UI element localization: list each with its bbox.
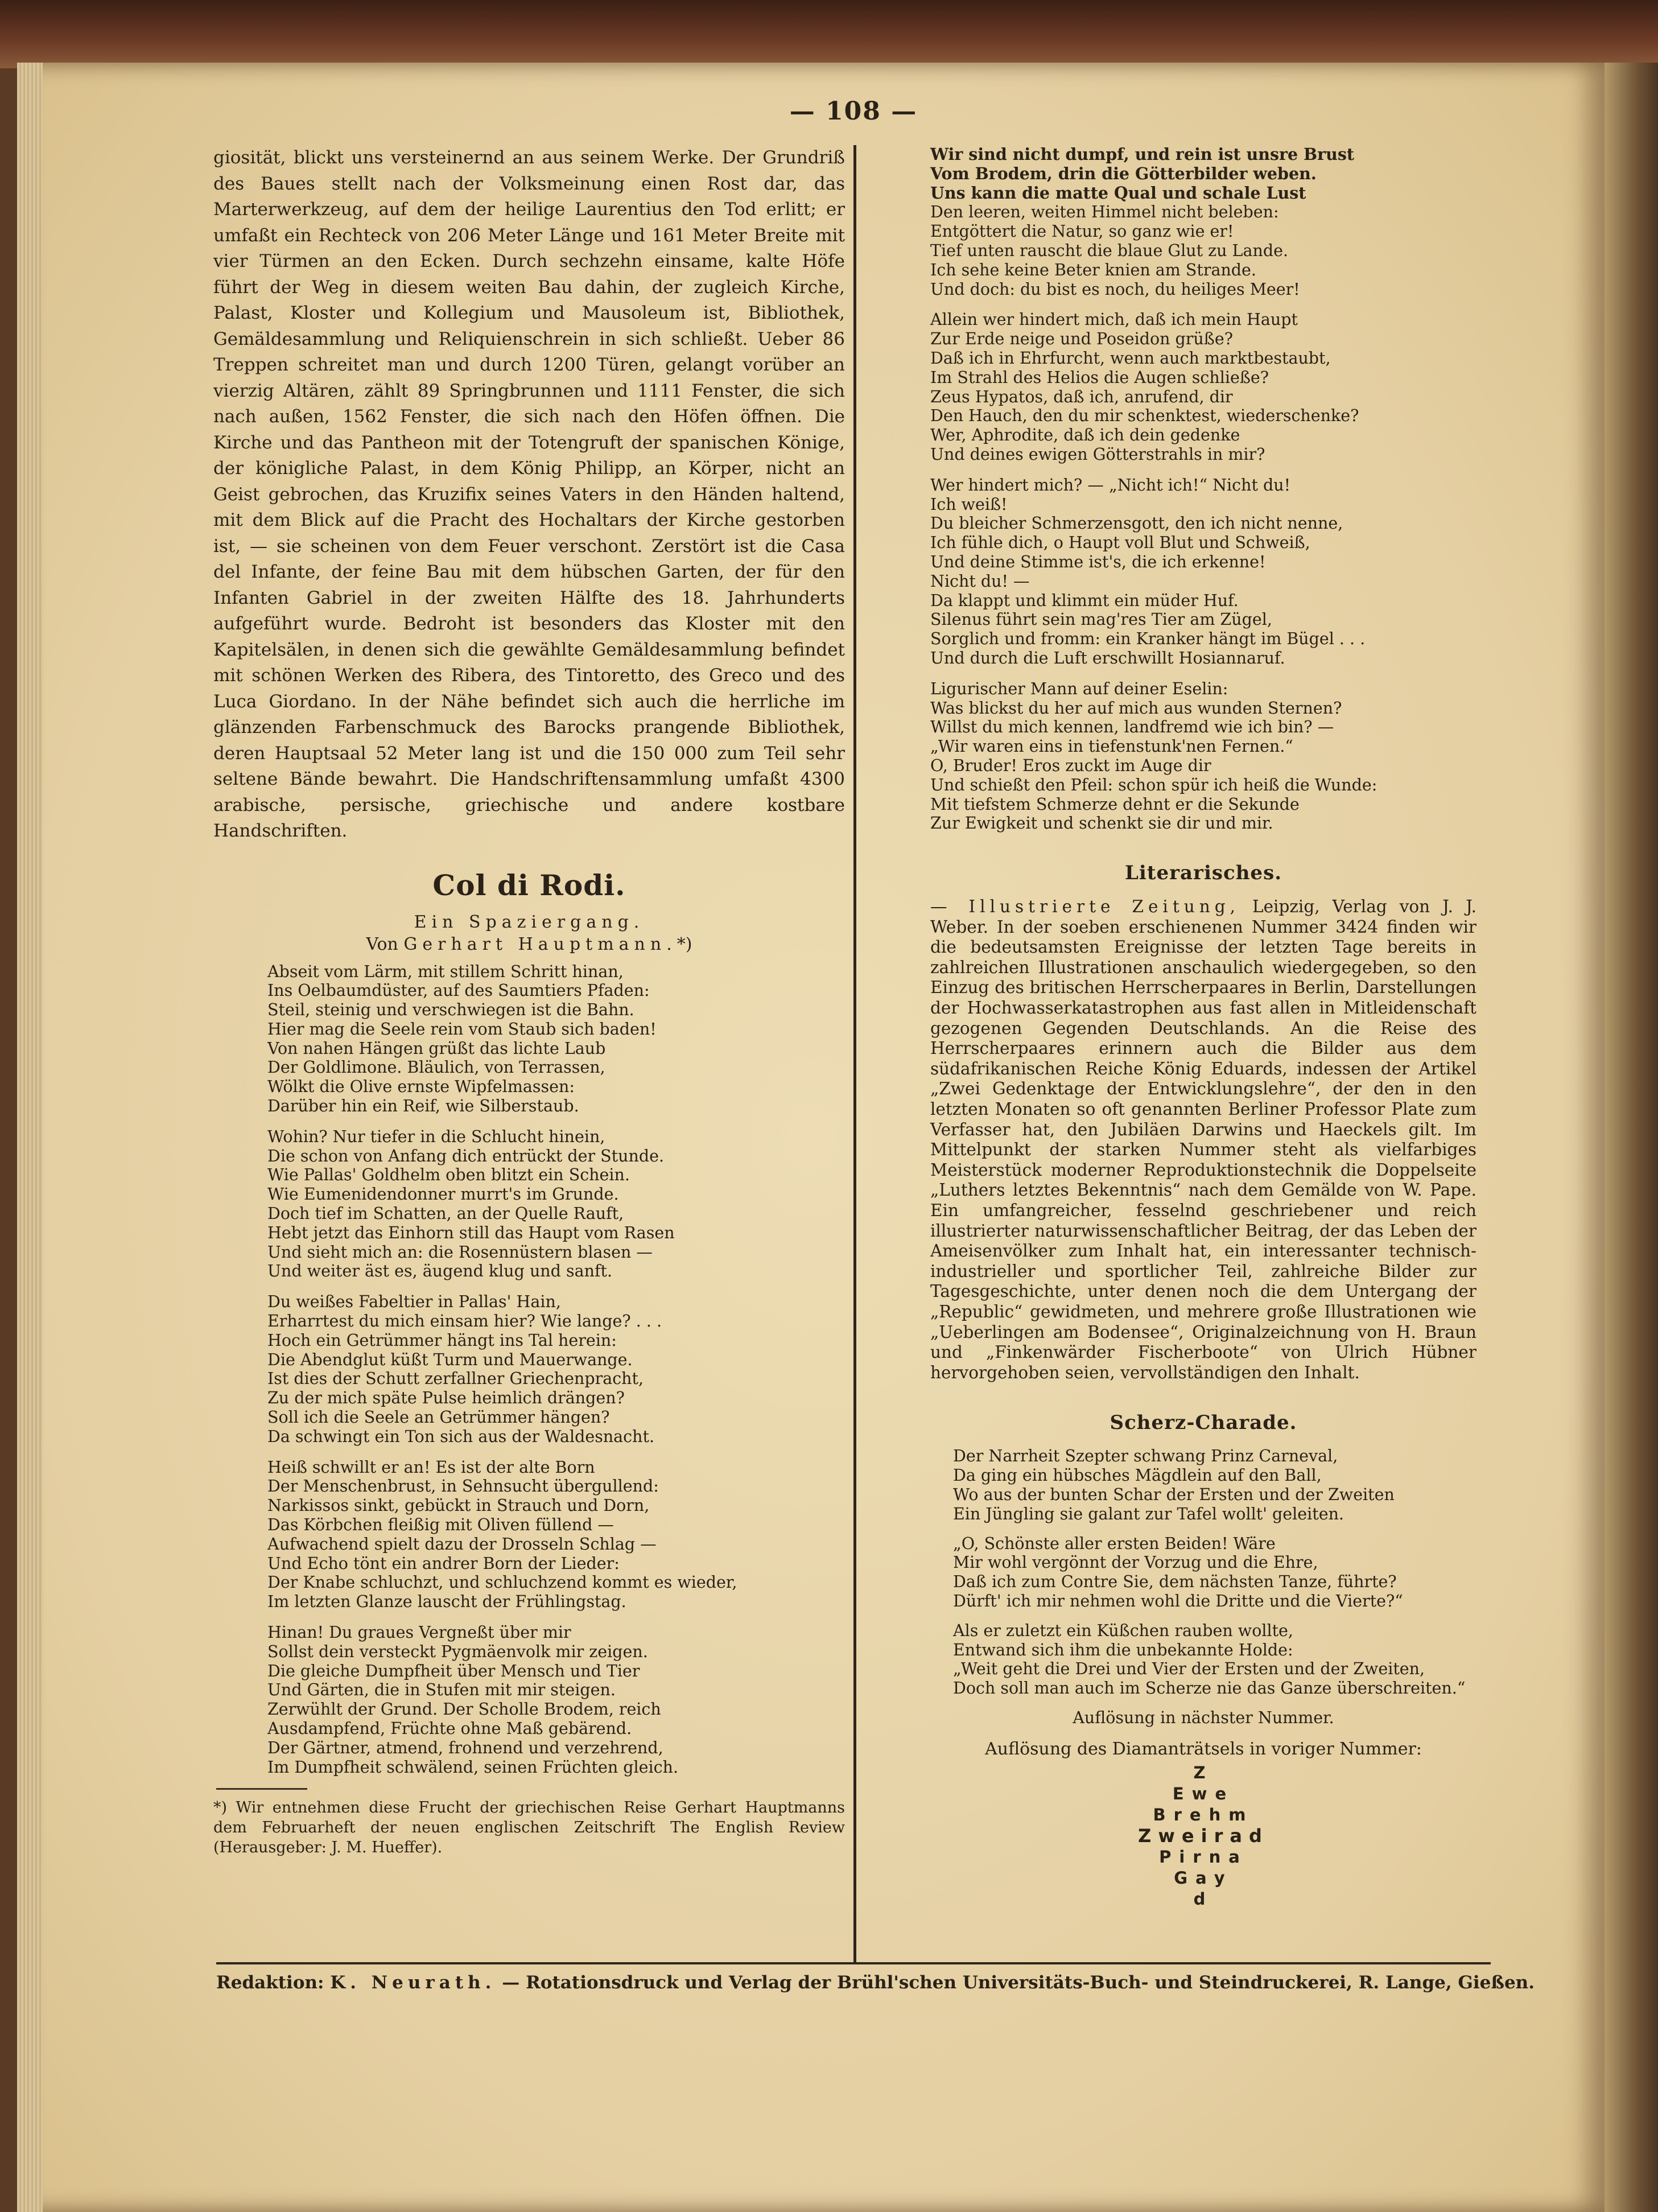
byline-author: Gerhart Hauptmann. xyxy=(403,934,677,954)
verse-line: Und sieht mich an: die Rosennüstern blasen — xyxy=(267,1242,653,1262)
verse-line: „Wir waren eins in tiefenstunk'nen Fernen.“ xyxy=(930,737,1293,756)
verse-line: Der Knabe schluchzt, und schluchzend kommt es wieder, xyxy=(267,1573,737,1592)
stanza xyxy=(930,476,1476,668)
stanza xyxy=(267,1292,845,1446)
stanza xyxy=(267,1623,845,1777)
verse-line: Dürft' ich mir nehmen wohl die Dritte und die Vierte?“ xyxy=(953,1591,1403,1610)
footnote-mark: *) xyxy=(677,934,692,954)
verse-line: Da klappt und klimmt ein müder Huf. xyxy=(930,591,1239,610)
verse-line: Ich weiß! xyxy=(930,495,1008,514)
verse-line: Der Narrheit Szepter schwang Prinz Carneval, xyxy=(953,1447,1338,1466)
stanza xyxy=(953,1447,1476,1523)
literary-notice xyxy=(930,897,1476,1383)
diamond-row: Gay xyxy=(1174,1868,1233,1888)
left-column xyxy=(213,145,845,1857)
verse-line: Den leeren, weiten Himmel nicht beleben: xyxy=(930,203,1279,222)
verse-line: Doch tief im Schatten, an der Quelle Rauft, xyxy=(267,1204,624,1224)
diamond-puzzle-heading: Auflösung des Diamanträtsels in voriger Nummer: xyxy=(985,1739,1422,1759)
verse-line: Wie Eumenidendonner murrt's im Grunde. xyxy=(267,1185,619,1204)
imprint-text: — Rotationsdruck und Verlag der Brühl'schen Universitäts-Buch- und Steindruckerei, R. Lange, Gießen. xyxy=(502,1972,1535,1993)
verse-line: Daß ich in Ehrfurcht, wenn auch marktbestaubt, xyxy=(930,348,1331,368)
diamond-row: Brehm xyxy=(1153,1805,1254,1824)
verse-line: Silenus führt sein mag'res Tier am Zügel, xyxy=(930,610,1272,629)
stanza xyxy=(267,962,845,1116)
verse-line: Da ging ein hübsches Mägdlein auf den Ball, xyxy=(953,1466,1322,1485)
right-column xyxy=(930,145,1476,1910)
imprint-prefix: Redaktion: xyxy=(216,1972,324,1993)
verse-line: Wer hindert mich? — „Nicht ich!“ Nicht du! xyxy=(930,475,1291,495)
verse-line: Du bleicher Schmerzensgott, den ich nicht nenne, xyxy=(930,514,1343,533)
diamond-row: Pirna xyxy=(1159,1847,1248,1867)
verse-line: Ein Jüngling sie galant zur Tafel wollt' geleiten. xyxy=(953,1504,1344,1523)
stanza xyxy=(267,1127,845,1281)
imprint xyxy=(216,1972,1535,1993)
verse-line: Sorglich und fromm: ein Kranker hängt im Bügel . . . xyxy=(930,629,1366,649)
diamond-row: Zweirad xyxy=(1138,1824,1269,1847)
verse-line: Entgöttert die Natur, so ganz wie er! xyxy=(930,222,1234,241)
verse-line: Wie Pallas' Goldhelm oben blitzt ein Schein. xyxy=(267,1165,630,1185)
diamond-row: Ewe xyxy=(1172,1783,1235,1803)
verse-line: Abseit vom Lärm, mit stillem Schritt hinan, xyxy=(267,962,624,981)
escorial-article-text: giosität, blickt uns versteinernd an aus seinem Werke. Der Grundriß des Baues stellt nach der Volksmeinung einen Rost dar, das Marterwerkzeug, auf dem der heilige Laurentius den Tod erlitt; er umfaßt ein Rechteck von 206 Meter Länge und 161 Meter Breite mit vier Türmen an den Ecken. Durch sechzehn einsame, kalte Höfe führt der Weg in diesem weiten Bau dahin, der zugleich Kirche, Palast, Kloster und Kollegium und Mausoleum ist, Bibliothek, Gemäldesammlung und Reliquienschrein in sich schließt. Ueber 86 Treppen schreitet man und durch 1200 Türen, gelangt vorüber an vierzig Altären, zählt 89 Springbrunnen und 1111 Fenster, die sich nach außen, 1562 Fenster, die sich nach den Höfen öffnen. Die Kirche und das Pantheon mit der Totengruft der spanischen Könige, der königliche Palast, in dem König Philipp, an Körper, nicht an Geist gebrochen, das Kruzifix seines Vaters in den Händen haltend, mit dem Blick auf die Pracht des Hochaltars der Kirche gestorben ist, — sie scheinen von dem Feuer verschont. Zerstört ist die Casa del Infante, der feine Bau mit dem hübschen Garten, der für den Infanten Gabriel in der zweiten Hälfte des 18. Jahrhunderts aufgeführt wurde. Bedroht ist besonders das Kloster mit den Kapitelsälen, in denen sich die gewählte Gemäldesammlung befindet mit schönen Werken des Ribera, des Tintoretto, des Greco und des Luca Giordano. In der Nähe befindet sich auch die herrliche im glänzenden Farbenschmuck des Barocks prangende Bibliothek, deren Hauptsaal 52 Meter lang ist und die 150 000 zum Teil sehr seltene Bände bewahrt. Die Handschriftensammlung umfaßt 4300 arabische, persische, griechische und andere kostbare Handschriften. xyxy=(213,147,845,841)
footnote: *) Wir entnehmen diese Frucht der griechischen Reise Gerhart Hauptmanns dem Februarheft der neuen englischen Zeitschrift The English Review (Herausgeber: J. M. Hueffer). xyxy=(213,1799,845,1857)
verse-line: Die Abendglut küßt Turm und Mauerwange. xyxy=(267,1350,633,1369)
verse-line: Der Menschenbrust, in Sehnsucht übergullend: xyxy=(267,1477,659,1496)
verse-line: Entwand sich ihm die unbekannte Holde: xyxy=(953,1640,1293,1659)
footnote-rule xyxy=(216,1788,307,1790)
literary-heading: Literarisches. xyxy=(1124,862,1282,885)
verse-line: Narkissos sinkt, gebückt in Strauch und Dorn, xyxy=(267,1496,650,1515)
stanza xyxy=(930,679,1476,833)
verse-line: Hoch ein Getrümmer hängt ins Tal herein: xyxy=(267,1331,617,1350)
literary-lead: — Illustrierte Zeitung, xyxy=(930,897,1240,917)
verse-line: Ist dies der Schutt zerfallner Griechenpracht, xyxy=(267,1369,644,1389)
verse-line: Zu der mich späte Pulse heimlich drängen? xyxy=(267,1389,625,1408)
verse-line: Soll ich die Seele an Getrümmer hängen? xyxy=(267,1408,610,1427)
verse-line: Zur Erde neige und Poseidon grüße? xyxy=(930,329,1233,349)
verse-line: Da schwingt ein Ton sich aus der Waldesnacht. xyxy=(267,1427,655,1446)
verse-line: Ich fühle dich, o Haupt voll Blut und Schweiß, xyxy=(930,533,1310,553)
verse-line: „O, Schönste aller ersten Beiden! Wäre xyxy=(953,1534,1276,1553)
verse-line: Und doch: du bist es noch, du heiliges Meer! xyxy=(930,279,1300,299)
verse-line: Darüber hin ein Reif, wie Silberstaub. xyxy=(267,1097,579,1116)
stanza xyxy=(930,145,1476,299)
stanza xyxy=(953,1534,1476,1611)
verse-line: Wir sind nicht dumpf, und rein ist unsre Brust xyxy=(930,145,1355,164)
verse-line: Im Strahl des Helios die Augen schließe? xyxy=(930,368,1269,387)
verse-line: Erharrtest du mich einsam hier? Wie lange? . . . xyxy=(267,1312,662,1331)
verse-line: O, Bruder! Eros zuckt im Auge dir xyxy=(930,756,1211,775)
verse-line: Wölkt die Olive ernste Wipfelmassen: xyxy=(267,1077,575,1097)
verse-line: Im Dumpfheit schwälend, seinen Früchten gleich. xyxy=(267,1757,679,1777)
verse-line: Doch soll man auch im Scherze nie das Ganze überschreiten.“ xyxy=(953,1679,1466,1698)
verse-line: Und Gärten, die in Stufen mit mir steigen. xyxy=(267,1680,616,1700)
verse-line: Du weißes Fabeltier in Pallas' Hain, xyxy=(267,1292,561,1312)
book-binding xyxy=(0,0,1658,68)
page-edges-right xyxy=(1605,63,1658,2212)
verse-line: Allein wer hindert mich, daß ich mein Haupt xyxy=(930,310,1298,329)
imprint-editor: K. Neurath. xyxy=(330,1972,496,1993)
diamond-puzzle-solution xyxy=(930,1762,1476,1910)
poem-byline xyxy=(213,934,845,954)
verse-line: Willst du mich kennen, landfremd wie ich bin? — xyxy=(930,718,1334,737)
verse-line: Tief unten rauscht die blaue Glut zu Lande. xyxy=(930,241,1289,260)
verse-line: Zeus Hypatos, daß ich, anrufend, dir xyxy=(930,387,1233,406)
column-divider xyxy=(853,145,856,1963)
verse-line: Steil, steinig und verschwiegen ist die Bahn. xyxy=(267,1000,634,1020)
verse-line: Wo aus der bunten Schar der Ersten und der Zweiten xyxy=(953,1485,1395,1504)
verse-line: Ich sehe keine Beter knien am Strande. xyxy=(930,260,1256,279)
stanza xyxy=(267,1458,845,1612)
verse-line: Zur Ewigkeit und schenkt sie dir und mir. xyxy=(930,814,1273,833)
charade-solution-note: Auflösung in nächster Nummer. xyxy=(1073,1708,1334,1727)
verse-line: Sollst dein versteckt Pygmäenvolk mir zeigen. xyxy=(267,1642,648,1661)
page-number: — 108 — xyxy=(789,97,918,126)
verse-line: Und Echo tönt ein andrer Born der Lieder: xyxy=(267,1554,620,1573)
verse-line: Mit tiefstem Schmerze dehnt er die Sekunde xyxy=(930,794,1300,814)
verse-line: Daß ich zum Contre Sie, dem nächsten Tanze, führte? xyxy=(953,1572,1397,1592)
stanza xyxy=(953,1621,1476,1698)
verse-line: Als er zuletzt ein Küßchen rauben wollte, xyxy=(953,1621,1293,1640)
verse-line: Ins Oelbaumdüster, auf des Saumtiers Pfaden: xyxy=(267,981,650,1000)
byline-prefix: Von xyxy=(366,934,398,954)
page-edges-left xyxy=(17,63,43,2212)
poem-subtitle: Ein Spaziergang. xyxy=(414,912,645,932)
verse-line: Und weiter äst es, äugend klug und sanft. xyxy=(267,1262,613,1281)
verse-line: Aufwachend spielt dazu der Drosseln Schlag — xyxy=(267,1534,657,1554)
verse-line: Heiß schwillt er an! Es ist der alte Born xyxy=(267,1457,595,1477)
verse-line: Von nahen Hängen grüßt das lichte Laub xyxy=(267,1039,606,1058)
verse-line: Und schießt den Pfeil: schon spür ich heiß die Wunde: xyxy=(930,775,1377,794)
diamond-row: Z xyxy=(1193,1762,1214,1782)
verse-line: Und deine Stimme ist's, die ich erkenne! xyxy=(930,552,1266,571)
verse-line: Die schon von Anfang dich entrückt der Stunde. xyxy=(267,1146,664,1165)
verse-line: Das Körbchen fleißig mit Oliven füllend — xyxy=(267,1515,614,1535)
verse-line: Im letzten Glanze lauscht der Frühlingstag. xyxy=(267,1592,626,1612)
verse-line: Hebt jetzt das Einhorn still das Haupt vom Rasen xyxy=(267,1223,675,1242)
stanza xyxy=(930,310,1476,464)
verse-line: Ligurischer Mann auf deiner Eselin: xyxy=(930,679,1228,698)
charade-heading: Scherz-Charade. xyxy=(1110,1411,1297,1435)
verse-line: Zerwühlt der Grund. Der Scholle Brodem, reich xyxy=(267,1700,661,1719)
verse-line: Nicht du! — xyxy=(930,571,1030,591)
verse-line: Mir wohl vergönnt der Vorzug und die Ehre, xyxy=(953,1553,1318,1572)
verse-line: „Weit geht die Drei und Vier der Ersten und der Zweiten, xyxy=(953,1659,1425,1679)
verse-line: Und deines ewigen Götterstrahls in mir? xyxy=(930,444,1265,464)
charade-verses xyxy=(930,1447,1476,1698)
diamond-row: d xyxy=(1193,1889,1214,1909)
verse-line: Ausdampfend, Früchte ohne Maß gebärend. xyxy=(267,1719,632,1738)
literary-body: Leipzig, Verlag von J. J. Weber. In der soeben erschienenen Nummer 3424 finden wir die bedeutsamsten Ereignisse der letzten Tage bereits in zahlreichen Illustrationen anschaulich wiedergegeben, so den Einzug des britischen Herrscherpaares in Berlin, Darstellungen der Hochwasserkatastrophen aus fast allen in Mitleidenschaft gezogenen Gegenden Deutschlands. An die Reise des Herrscherpaares erinnern auch die Bilder aus dem südafrikanischen Reiche König Eduards, indessen der Artikel „Zwei Gedenktage der Entwicklungslehre“, der den in den letzten Monaten so oft genannten Berliner Professor Plate zum Verfasser hat, den Jubiläen Darwins und Haeckels gilt. Im Mittelpunkt der starken Nummer steht als vielfarbiges Meisterstück moderner Reproduktionstechnik die Doppelseite „Luthers letztes Bekenntnis“ nach dem Gemälde von W. Pape. Ein umfangreicher, fesselnd geschriebener und reich illustrierter naturwissenschaftlicher Beitrag, der das Leben der Ameisenvölker zum Inhalt hat, ein interessanter technisch-industrieller und sportlicher Teil, zahlreiche Bilder zur Tagesgeschichte, unter denen noch die dem Untergang der „Republic“ gewidmeten, und mehrere große Illustrationen wie „Ueberlingen am Bodensee“, Originalzeichnung von H. Braun und „Finkenwärder Fischerboote“ von Ulrich Hübner hervorgehoben seien, vervollständigen den Inhalt. xyxy=(930,897,1476,1382)
verse-line: Uns kann die matte Qual und schale Lust xyxy=(930,183,1306,203)
poem-stanzas xyxy=(213,962,845,1777)
poem-title: Col di Rodi. xyxy=(432,868,626,902)
imprint-rule xyxy=(216,1962,1491,1964)
poem-continuation xyxy=(930,145,1476,833)
verse-line: Wer, Aphrodite, daß ich dein gedenke xyxy=(930,426,1240,445)
verse-line: Der Gärtner, atmend, frohnend und verzehrend, xyxy=(267,1738,663,1757)
verse-line: Wohin? Nur tiefer in die Schlucht hinein, xyxy=(267,1127,605,1146)
verse-line: Den Hauch, den du mir schenktest, wiederschenke? xyxy=(930,406,1359,426)
verse-line: Vom Brodem, drin die Götterbilder weben. xyxy=(930,163,1317,183)
verse-line: Und durch die Luft erschwillt Hosiannaruf. xyxy=(930,648,1285,668)
verse-line: Der Goldlimone. Bläulich, von Terrassen, xyxy=(267,1058,605,1077)
verse-line: Was blickst du her auf mich aus wunden Sternen? xyxy=(930,698,1342,718)
verse-line: Hinan! Du graues Vergneßt über mir xyxy=(267,1623,571,1642)
verse-line: Hier mag die Seele rein vom Staub sich baden! xyxy=(267,1019,657,1039)
verse-line: Die gleiche Dumpfheit über Mensch und Tier xyxy=(267,1661,640,1680)
